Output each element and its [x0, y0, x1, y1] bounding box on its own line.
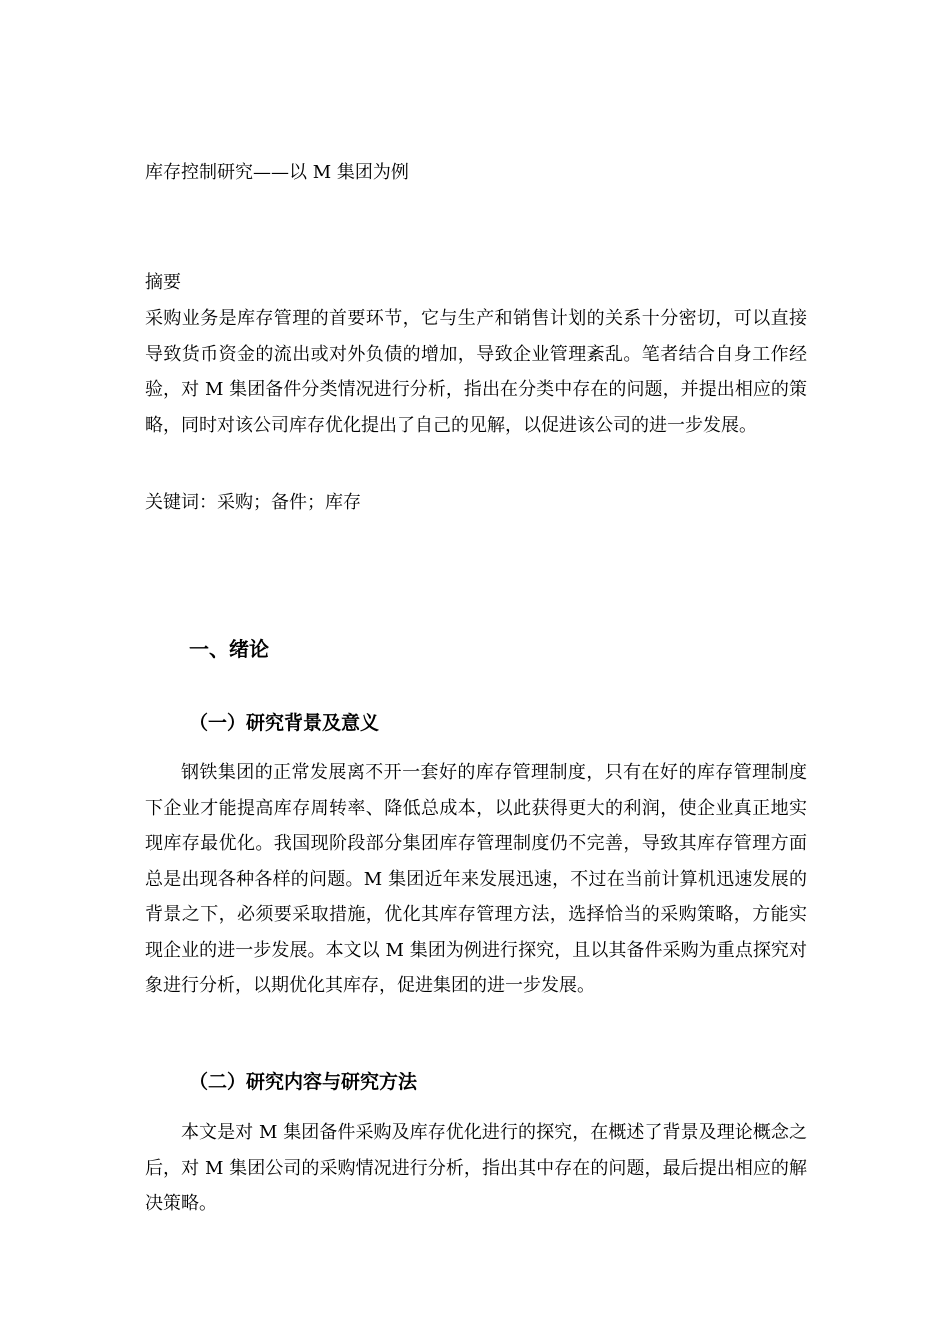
- keywords: 关键词：采购；备件；库存: [145, 492, 361, 513]
- subsection-text-methods: 本文是对 M 集团备件采购及库存优化进行的探究，在概述了背景及理论概念之后，对 M 集团公司的采购情况进行分析，指出其中存在的问题，最后提出相应的解决策略。: [145, 1122, 807, 1214]
- abstract-text: 采购业务是库存管理的首要环节，它与生产和销售计划的关系十分密切，可以直接导致货币资金的流出或对外负债的增加，导致企业管理紊乱。笔者结合自身工作经验，对 M 集团备件分类情况进行分析，指出在分类中存在的问题，并提出相应的策略，同时对该公司库存优化提出了自己的见解，以促进该公司的进一步发展。: [145, 308, 807, 436]
- subsection-text-background: 钢铁集团的正常发展离不开一套好的库存管理制度，只有在好的库存管理制度下企业才能提高库存周转率、降低总成本，以此获得更大的利润，使企业真正地实现库存最优化。我国现阶段部分集团库存管理制度仍不完善，导致其库存管理方面总是出现各种各样的问题。M 集团近年来发展迅速，不过在当前计算机迅速发展的背景之下，必须要采取措施，优化其库存管理方法，选择恰当的采购策略，方能实现企业的进一步发展。本文以 M 集团为例进行探究，且以其备件采购为重点探究对象进行分析，以期优化其库存，促进集团的进一步发展。: [145, 762, 807, 996]
- subsection-heading-methods: （二）研究内容与研究方法: [189, 1071, 418, 1093]
- abstract-label: 摘要: [145, 272, 181, 293]
- subsection-heading-background: （一）研究背景及意义: [189, 712, 380, 734]
- document-title: 库存控制研究——以 M 集团为例: [145, 162, 409, 183]
- section-heading-introduction: 一、绪论: [189, 637, 269, 661]
